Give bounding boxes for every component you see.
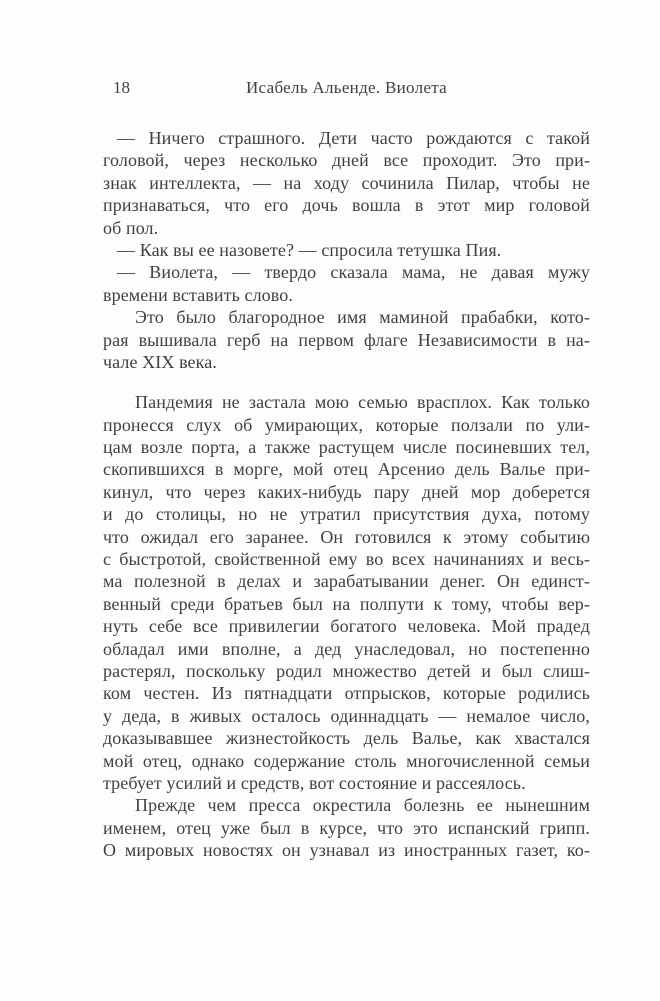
text-line: — Ничего страшного. Дети часто рождаются с такой <box>117 128 590 148</box>
text-line: доказывавшее жизнестойкость дель Валье, как хвастался <box>103 728 590 749</box>
text-line: у деда, в живых осталось одиннадцать — немалое число, <box>103 705 590 726</box>
text-line: чале XIX века. <box>103 351 217 372</box>
text-line: О мировых новостях он узнавал из иностранных газет, ко- <box>103 840 590 861</box>
text-line: головой, через несколько дней все проходит. Это при- <box>103 150 590 171</box>
text-line: времени вставить слово. <box>103 284 293 305</box>
text-line: Прежде чем пресса окрестила болезнь ее нынешним <box>135 795 590 816</box>
text-line: венный среди братьев был на полпути к тому, чтобы вер- <box>103 593 590 614</box>
text-line: мой отец, однако содержание столь многочисленной семьи <box>103 750 590 771</box>
text-line: обладал ими вполне, а дед унаследовал, но постепенно <box>103 638 590 659</box>
text-line: об пол. <box>103 217 159 238</box>
text-line: и до столицы, но не утратил присутствия духа, потому <box>103 504 590 525</box>
paragraph-prose-1 <box>103 306 590 373</box>
text-line: пронесся слух об умирающих, которые ползали по ули- <box>103 414 590 435</box>
text-line: нуть себе все привилегии богатого человека. Мой прадед <box>103 616 590 637</box>
paragraph-dialog-3 <box>103 261 590 306</box>
text-line: именем, отец уже был в курсе, что это испанский грипп. <box>103 817 590 838</box>
text-line: знак интеллекта, — на ходу сочинила Пилар, чтобы не <box>103 172 590 193</box>
text-line: — Виолета, — твердо сказала мама, не давая мужу <box>117 262 590 283</box>
text-line: — Как вы ее назовете? — спросила тетушка Пия. <box>117 239 502 260</box>
text-line: цам возле порта, а также растущем числе посиневших тел, <box>103 437 590 458</box>
text-line: кинул, что через каких-нибудь пару дней мор доберется <box>103 481 590 502</box>
text-line: с быстротой, свойственной ему во всех начинаниях и весь- <box>103 549 590 570</box>
text-line: признаваться, что его дочь вошла в этот мир головой <box>103 195 590 216</box>
text-line: рая вышивала герб на первом флаге Независимости в на- <box>103 329 590 350</box>
page-header <box>103 78 590 98</box>
text-line: скопившихся в морге, мой отец Арсенио дель Валье при- <box>103 459 590 480</box>
running-head: Исабель Альенде. Виолета <box>245 78 447 97</box>
text-line: ма полезной в делах и зарабатывании денег. Он единст- <box>103 571 590 592</box>
page-number: 18 <box>113 78 130 97</box>
text-line: Это было благородное имя маминой прабабки, кото- <box>135 307 590 328</box>
text-line: что ожидал его заранее. Он готовился к этому событию <box>103 526 590 547</box>
text-block <box>103 127 590 862</box>
text-line: растерял, поскольку родил множество детей и был слиш- <box>103 660 590 681</box>
text-line: ком честен. Из пятнадцати отпрысков, которые родились <box>103 683 590 704</box>
paragraph-prose-2 <box>103 391 590 794</box>
paragraph-prose-3 <box>103 794 590 861</box>
paragraph-dialog-1 <box>103 127 590 239</box>
text-line: Пандемия не застала мою семью врасплох. Как только <box>135 392 590 413</box>
paragraph-dialog-2 <box>103 239 590 261</box>
text-line: требует усилий и средств, вот состояние и рассеялось. <box>103 772 526 793</box>
